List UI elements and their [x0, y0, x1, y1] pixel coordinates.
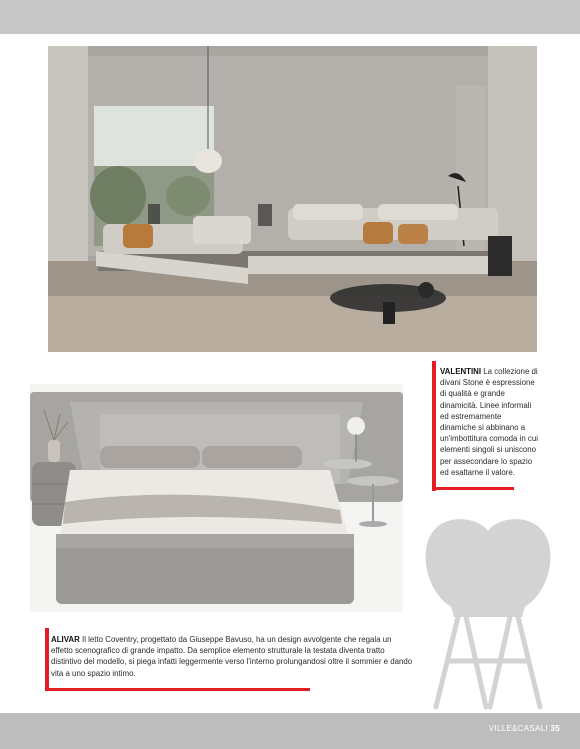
bed-photo [30, 384, 403, 612]
caption-brand: VALENTINI [440, 367, 482, 376]
caption-accent-bar [45, 628, 49, 690]
chair-silhouette [418, 511, 558, 711]
page-number: 35 [550, 724, 560, 733]
magazine-name: VILLE&CASALI [488, 724, 548, 733]
caption-accent-bar [432, 361, 436, 491]
caption-underline [432, 487, 514, 490]
valentini-caption [440, 366, 538, 478]
header-band [0, 0, 580, 34]
caption-underline [45, 688, 310, 691]
sofa-photo [48, 46, 537, 352]
caption-brand: ALIVAR [51, 635, 80, 644]
alivar-caption [51, 634, 413, 679]
caption-text: La collezione di divani Stone è espressione di qualità e grande dinamicità. Linee informali ed estremamente dinamiche si abbinano a un'imbottitura comoda in cui elementi singoli si uniscono per assecondare lo spazio ed esaltarne il valore. [440, 367, 538, 477]
page-folio [489, 724, 560, 733]
caption-text: Il letto Coventry, progettato da Giuseppe Bavuso, ha un design avvolgente che regala un effetto scenografico di grande impatto. Da semplice elemento strutturale la testata diventa tratto distintivo del modello, si piega infatti leggermente verso l'interno prolungandosi oltre il sommier e dando vita a uno spazio intimo. [51, 635, 413, 678]
